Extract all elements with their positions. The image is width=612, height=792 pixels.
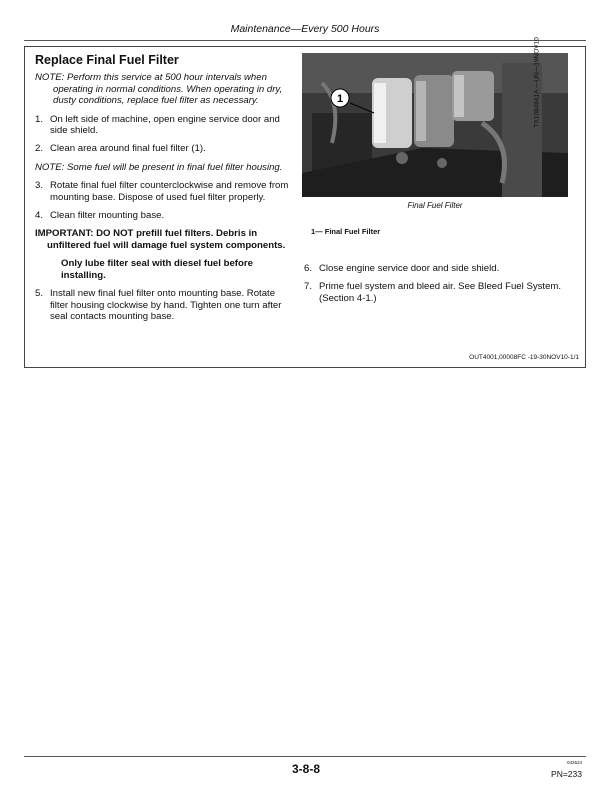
footer-rule xyxy=(24,756,586,757)
engine-photo xyxy=(302,53,568,197)
steps-list-2 xyxy=(35,180,295,221)
step-item: 6. Close engine service door and side shield. xyxy=(304,263,500,274)
engine-photo-illustration xyxy=(302,53,568,197)
figure-caption: Final Fuel Filter xyxy=(407,201,463,210)
figure-legend: 1— Final Fuel Filter xyxy=(311,227,381,236)
note-fuel-present: NOTE: Some fuel will be present in final fuel filter housing. xyxy=(35,161,283,173)
left-column xyxy=(35,55,295,322)
section-title: Replace Final Fuel Filter xyxy=(35,53,179,67)
document-code: OUT4001,00008FC -19-30NOV10-1/1 xyxy=(469,354,579,361)
footer-pn: PN=233 xyxy=(551,769,582,779)
steps-list-4 xyxy=(304,263,574,304)
content-frame xyxy=(24,46,586,368)
important-notice xyxy=(35,228,295,281)
steps-list-1 xyxy=(35,114,295,155)
step-item: 1. On left side of machine, open engine service door and side shield. xyxy=(35,113,280,137)
right-column xyxy=(304,263,574,304)
important-text-2: Only lube filter seal with diesel fuel before installing. xyxy=(61,258,253,281)
note-service-interval: NOTE: Perform this service at 500 hour intervals when operating in normal conditions. When operating in dry, dusty conditions, replace fuel filter as necessary. xyxy=(35,72,283,107)
page-header-title: Maintenance—Every 500 Hours xyxy=(230,23,380,35)
figure-callout-1: 1 xyxy=(336,93,344,105)
header-rule xyxy=(24,40,586,41)
steps-list-3 xyxy=(35,288,295,322)
important-text-1: IMPORTANT: DO NOT prefill fuel filters. Debris in unfiltered fuel will damage fuel system components. xyxy=(35,228,286,251)
step-item: 5. Install new final fuel filter onto mounting base. Rotate filter housing clockwise by hand. Tighten one turn after seal contacts mounting base. xyxy=(35,288,282,322)
step-item: 4. Clean filter mounting base. xyxy=(35,210,165,222)
step-item: 2. Clean area around final fuel filter (1). xyxy=(35,143,206,155)
step-item: 3. Rotate final fuel filter counterclockwise and remove from mounting base. Dispose of used fuel filter properly. xyxy=(35,180,289,203)
page-number: 3-8-8 xyxy=(291,762,320,776)
step-item: 7. Prime fuel system and bleed air. See Bleed Fuel System. (Section 4-1.) xyxy=(304,281,562,304)
figure-side-code xyxy=(534,114,541,128)
footer-small-code: 042524 xyxy=(566,760,582,765)
